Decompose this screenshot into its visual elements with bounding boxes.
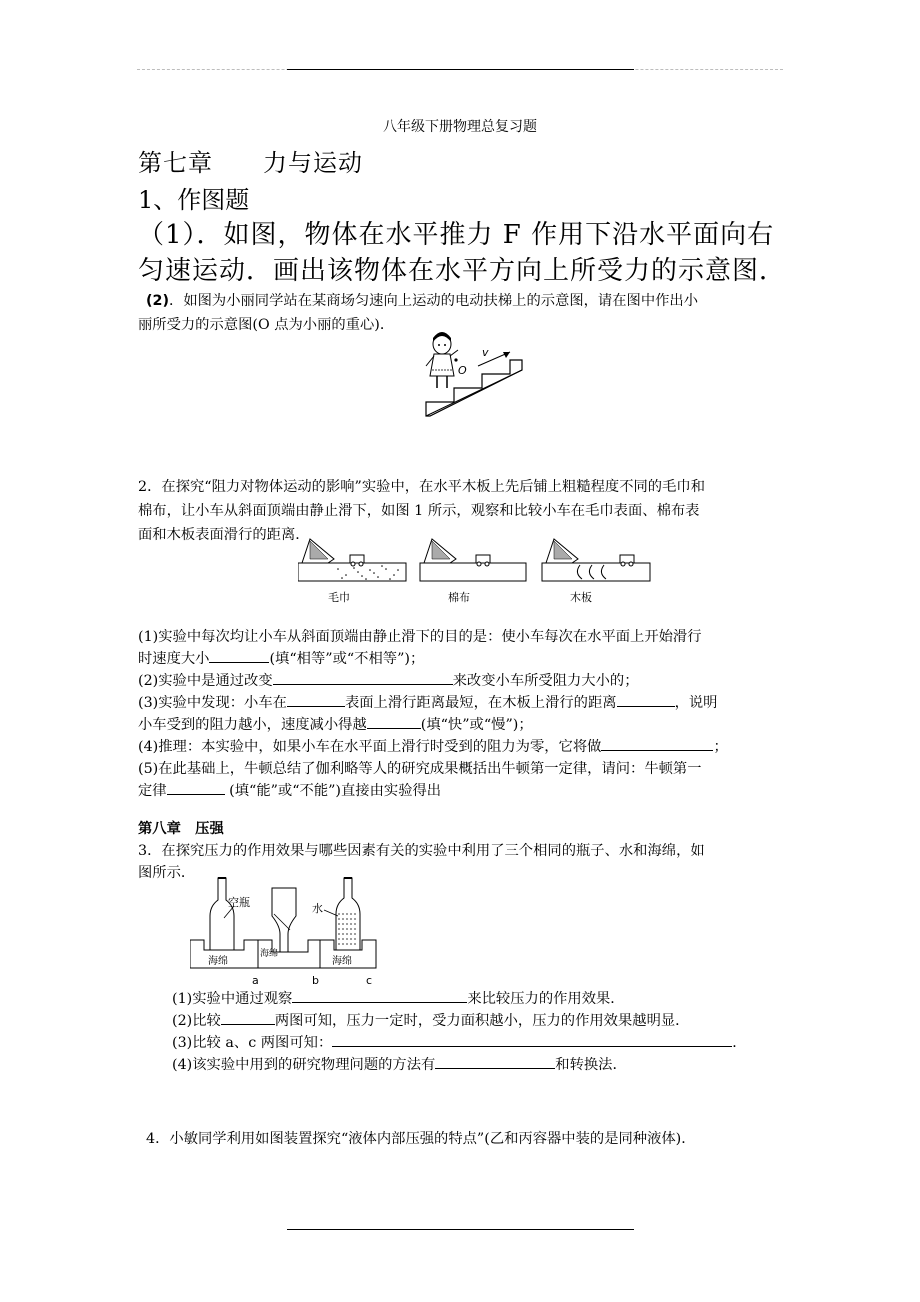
q2-part1-suffix: (填“相等”或“不相等”)；	[269, 651, 425, 667]
escalator-incline	[426, 370, 522, 416]
cotton-label: 棉布	[448, 591, 470, 604]
q3-answer-2-blank[interactable]	[221, 1012, 275, 1025]
q1-2-text: ．如图为小丽同学站在某商场匀速向上运动的电动扶梯上的示意图，请在图中作出小	[169, 293, 699, 309]
q2-part3-line2	[138, 714, 533, 734]
q2-part3-prefix2: 小车受到的阻力越小，速度减小得越	[138, 717, 367, 733]
q2-part5-line1: (5)在此基础上，牛顿总结了伽利略等人的研究成果概括出牛顿第一定律，请问：牛顿第一	[138, 761, 702, 777]
bottle-setup-a	[190, 878, 259, 987]
q2-part2-prefix: (2)实验中是通过改变	[138, 673, 273, 689]
q3-part1-suffix: 来比较压力的作用效果．	[467, 991, 625, 1007]
header-rule	[287, 69, 634, 70]
q2-part1-line2	[138, 648, 424, 668]
label-b: b	[312, 974, 319, 987]
q3-line1: 3．在探究压力的作用效果与哪些因素有关的实验中利用了三个相同的瓶子、水和海绵，如	[138, 843, 705, 859]
cotton-setup	[420, 539, 526, 604]
q2-part5-line2	[138, 780, 441, 800]
chapter-8-title: 第八章 压强	[138, 821, 224, 837]
q3-part1	[172, 988, 625, 1008]
q2-answer-3a-blank[interactable]	[287, 694, 345, 707]
q3-part3	[172, 1032, 747, 1052]
q2-answer-1-blank[interactable]	[209, 650, 269, 663]
water-label: 水	[312, 902, 323, 915]
sponge-b-label: 海绵	[260, 949, 279, 959]
label-a: a	[252, 974, 259, 987]
board-setup	[542, 539, 650, 604]
q2-answer-3b-blank[interactable]	[617, 694, 675, 707]
q2-part4-suffix: ；	[713, 739, 728, 755]
footer-rule	[287, 1229, 634, 1230]
velocity-label: v	[482, 346, 489, 359]
q2-answer-5-blank[interactable]	[167, 782, 225, 795]
q2-line3: 面和木板表面滑行的距离．	[138, 527, 310, 543]
document-title: 八年级下册物理总复习题	[383, 119, 537, 135]
section-1-title: 1、作图题	[138, 186, 250, 214]
incline-figure	[298, 535, 658, 607]
label-c: c	[366, 974, 373, 987]
q3-answer-1-blank[interactable]	[292, 990, 467, 1003]
q2-part4	[138, 736, 728, 756]
chapter-7-title: 第七章 力与运动	[138, 149, 363, 177]
q2-answer-3c-blank[interactable]	[367, 716, 421, 729]
q3-line2: 图所示．	[138, 865, 196, 881]
q3-part3-suffix: ．	[732, 1035, 747, 1051]
q2-part3-prefix: (3)实验中发现：小车在	[138, 695, 287, 711]
q3-part4-prefix: (4)该实验中用到的研究物理问题的方法有	[172, 1057, 436, 1073]
q2-part2-suffix: 来改变小车所受阻力大小的；	[452, 673, 639, 689]
sponge-c-label: 海绵	[332, 956, 352, 967]
q3-part4	[172, 1054, 627, 1074]
q2-line1: 2．在探究“阻力对物体运动的影响”实验中，在水平木板上先后铺上粗糙程度不同的毛巾和	[138, 479, 705, 495]
board-label: 木板	[570, 591, 592, 604]
girl-figure	[426, 332, 458, 388]
q3-part1-prefix: (1)实验中通过观察	[172, 991, 293, 1007]
escalator-figure	[420, 330, 530, 420]
towel-label: 毛巾	[328, 591, 350, 604]
q3-part2-prefix: (2)比较	[172, 1013, 221, 1029]
q2-line2: 棉布，让小车从斜面顶端由静止滑下，如图 1 所示，观察和比较小车在毛巾表面、棉布表	[138, 503, 700, 519]
q2-part3-suffix2: (填“快”或“慢”)；	[420, 717, 533, 733]
bottle-setup-c	[312, 878, 376, 987]
q2-part4-prefix: (4)推理：本实验中，如果小车在水平面上滑行时受到的阻力为零，它将做	[138, 739, 602, 755]
q2-part3-suffix: ，说明	[674, 695, 718, 711]
q3-part2	[172, 1010, 689, 1030]
bottle-setup-b	[258, 888, 320, 987]
q3-part4-suffix: 和转换法．	[555, 1057, 627, 1073]
towel-setup	[298, 539, 406, 604]
q3-answer-4-blank[interactable]	[435, 1056, 555, 1069]
q2-answer-4-blank[interactable]	[601, 738, 713, 751]
q2-part5-suffix: (填“能”或“不能”)直接由实验得出	[224, 783, 442, 799]
q2-part2	[138, 670, 639, 690]
q3-part3-prefix: (3)比较 a、c 两图可知：	[172, 1035, 333, 1051]
bottle-sponge-figure	[190, 872, 390, 990]
q4-line1: 4．小敏同学利用如图装置探究“液体内部压强的特点”(乙和丙容器中装的是同种液体)．	[146, 1131, 696, 1147]
sponge-a-label: 海绵	[208, 956, 228, 967]
q3-answer-3-blank[interactable]	[332, 1034, 732, 1047]
q2-part3-line1	[138, 692, 717, 712]
q2-part5-prefix: 定律	[138, 783, 167, 799]
empty-bottle-label: 空瓶	[228, 896, 250, 909]
q1-1-line2: 匀速运动．画出该物体在水平方向上所受力的示意图．	[138, 256, 787, 286]
q1-1-line1: （1）．如图，物体在水平推力 F 作用下沿水平面向右	[138, 220, 775, 250]
q2-part1-line1: (1)实验中每次均让小车从斜面顶端由静止滑下的目的是：使小车每次在水平面上开始滑行	[138, 629, 702, 645]
q3-part2-suffix: 两图可知，压力一定时，受力面积越小，压力的作用效果越明显．	[274, 1013, 690, 1029]
center-of-mass-label: O	[458, 364, 467, 377]
q2-part3-middle: 表面上滑行距离最短，在木板上滑行的距离	[344, 695, 617, 711]
q2-part1-prefix: 时速度大小	[138, 651, 210, 667]
q1-2-number: (2)	[146, 293, 170, 309]
q2-answer-2-blank[interactable]	[273, 672, 453, 685]
q1-2-line1	[146, 290, 698, 310]
q1-2-line2: 丽所受力的示意图(O 点为小丽的重心)．	[138, 317, 395, 333]
